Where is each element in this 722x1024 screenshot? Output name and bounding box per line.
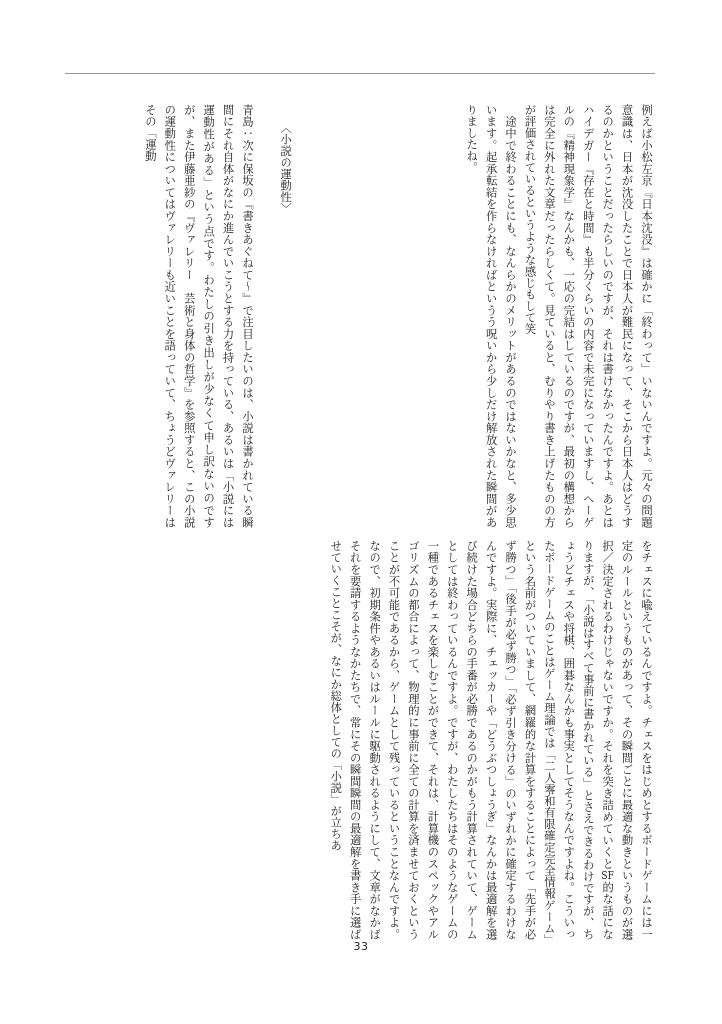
paragraph-komatsu — [311, 104, 656, 528]
paragraph-lower-continued — [56, 540, 656, 940]
lower-text-part2: 的な話になりますが、「小説はすべて事前に書かれている」とさえできるわけですが、ちょうどチェスや将棋、囲碁なんかも事実としてそうなんですよね。こういったボードゲームのことはゲーム理論では「二人零和有限確定完全情報ゲーム」という名前がついていまして、網羅的な計算をすることによって「先手が必ず勝つ」「後手が必ず勝つ」「必ず引き分ける」のいずれかに確定するわけなんですよ。実際に、チェッカーや「どうぶつしょうぎ」なんかは最適解を選び続けた場合どちらの手番が必勝であるのかがもう計算されていて、ゲームとしては終わっているんですよ。ですが、わたしたちはそのようなゲームの一種であるチェスを楽しむことができて、それは、計算機のスペックやアルゴリズムの都合によって、物理的に事前に全ての計算を済ませておくということが不可能であるから、ゲームとして残っているということなんですよ。なので、初期条件やあるいはルールに駆動されるようにして、文章がなかばそれを要請するようなかたちで、常にその瞬間瞬間の最適解を書き手に選ばせていくことこそが、なにか総体としての「小説」が立ちあ — [329, 540, 615, 940]
komatsu-text-continued: 途中で終わることにも、なんらかのメリットがあるのではないかなと、多少思います。起承転結を作らなければというう呪いから少しだけ解放された瞬間がありましたね。 — [465, 104, 518, 528]
section-heading: 〈小説の運動性〉 — [279, 122, 293, 215]
page-number: 33 — [353, 940, 369, 953]
sf-abbreviation: SF — [601, 869, 614, 882]
header-rule — [65, 73, 655, 74]
aojima-text: 次に保坂の『書きあぐねて〜』で注目したいのは、小説は書かれている瞬間にそれ自体がなにか進んでいこうとする力を持っている、あるいは「小説には運動性がある」という点です。わたしの引き出しが少なくて申し訳ないのですが、また伊藤亜紗の『ヴァレリー 芸術と身体の哲学』を参照すると、この小説の運動性についてはヴァレリーも近いことを語っていて、ちょうどヴァレリーはその「運動 — [143, 104, 254, 529]
lower-text-part1: をチェスに喩えているんですよ。チェスをはじめとするボードゲームには一定のルールというものがあって、その瞬間ごとに最適な動きというものが選択／決定されるわけじゃないですか。それを突き詰めていくと — [601, 540, 653, 940]
speaker-label-aojima: 青島： — [241, 104, 254, 140]
komatsu-text: 例えば小松左京『日本沈没』は確かに「終わって」いないんですよ。元々の問題意識は、日本が沈没したことで日本人が難民になって、そこから日本人はどうするのかということだったらしいのですが、それは書けなかったんですよ。あとはハイデガー『存在と時間』も半分くらいの内容で未完になっていますし、ヘーゲルの『精神現象学』なんかも、一応の完結はしているのですが、最初の構想からは完全に外れた文章だったらしくて。見ていると、むりやり書き上げたものの方が評価されているというような感じもして笑 — [523, 104, 653, 528]
paragraph-aojima — [82, 104, 257, 528]
